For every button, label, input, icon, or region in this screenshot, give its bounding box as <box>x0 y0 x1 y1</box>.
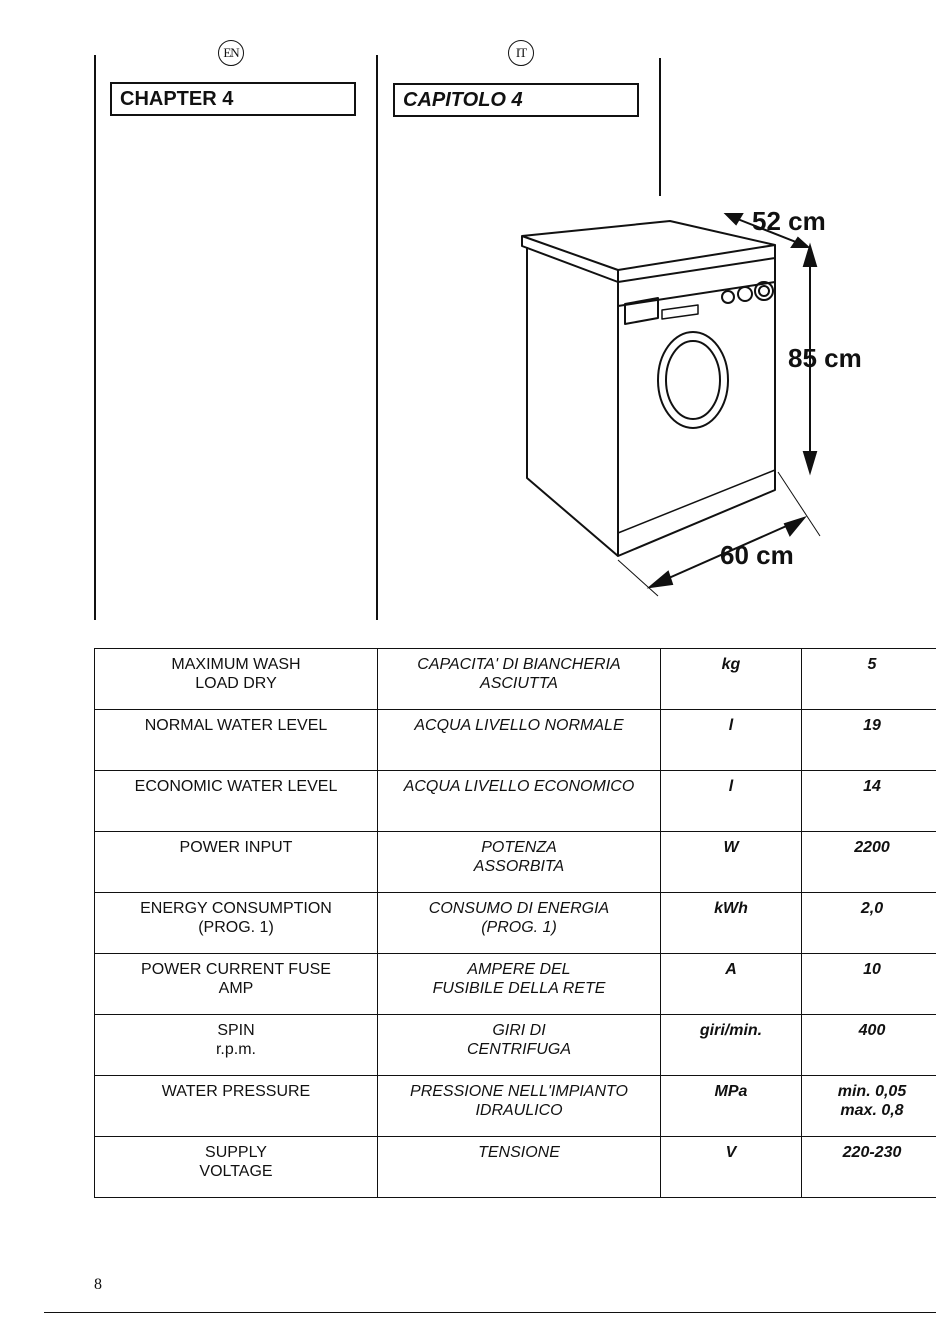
table-row <box>95 893 936 954</box>
spec-value: 10 <box>802 954 936 1015</box>
right-column-rule <box>659 58 661 196</box>
height-dimension-label: 85 cm <box>788 343 862 373</box>
spec-unit: l <box>661 710 802 771</box>
table-row <box>95 954 936 1015</box>
width-dimension-label: 60 cm <box>720 540 794 570</box>
spec-label-it: AMPERE DEL FUSIBILE DELLA RETE <box>378 954 661 1015</box>
spec-label-en: ECONOMIC WATER LEVEL <box>95 771 378 832</box>
spec-label-it: TENSIONE <box>378 1137 661 1198</box>
spec-label-en: POWER CURRENT FUSE AMP <box>95 954 378 1015</box>
spec-label-it: GIRI DI CENTRIFUGA <box>378 1015 661 1076</box>
table-row <box>95 710 936 771</box>
spec-unit: giri/min. <box>661 1015 802 1076</box>
spec-value: min. 0,05 max. 0,8 <box>802 1076 936 1137</box>
spec-label-en: MAXIMUM WASH LOAD DRY <box>95 649 378 710</box>
table-row <box>95 832 936 893</box>
spec-unit: MPa <box>661 1076 802 1137</box>
left-column-rule <box>94 55 96 620</box>
spec-value: 400 <box>802 1015 936 1076</box>
spec-unit: A <box>661 954 802 1015</box>
spec-label-en: WATER PRESSURE <box>95 1076 378 1137</box>
specifications-table <box>94 648 936 1198</box>
spec-unit: l <box>661 771 802 832</box>
spec-value: 19 <box>802 710 936 771</box>
spec-label-it: ACQUA LIVELLO NORMALE <box>378 710 661 771</box>
table-row <box>95 649 936 710</box>
table-row <box>95 1137 936 1198</box>
it-language-badge: IT <box>508 40 534 66</box>
spec-label-en: POWER INPUT <box>95 832 378 893</box>
spec-value: 2,0 <box>802 893 936 954</box>
spec-unit: V <box>661 1137 802 1198</box>
spec-value: 14 <box>802 771 936 832</box>
spec-value: 2200 <box>802 832 936 893</box>
spec-value: 5 <box>802 649 936 710</box>
page-number: 8 <box>94 1276 102 1293</box>
chapter-title-en: CHAPTER 4 <box>110 82 356 116</box>
spec-unit: kWh <box>661 893 802 954</box>
spec-label-en: SUPPLY VOLTAGE <box>95 1137 378 1198</box>
spec-label-en: ENERGY CONSUMPTION (PROG. 1) <box>95 893 378 954</box>
spec-label-it: ACQUA LIVELLO ECONOMICO <box>378 771 661 832</box>
page-bottom-rule <box>44 1312 936 1313</box>
middle-column-rule <box>376 55 378 620</box>
spec-unit: W <box>661 832 802 893</box>
spec-label-it: PRESSIONE NELL'IMPIANTO IDRAULICO <box>378 1076 661 1137</box>
spec-unit: kg <box>661 649 802 710</box>
table-row <box>95 1015 936 1076</box>
washing-machine-diagram <box>500 200 880 600</box>
table-row <box>95 771 936 832</box>
en-language-badge: EN <box>218 40 244 66</box>
chapter-title-it: CAPITOLO 4 <box>393 83 639 117</box>
depth-dimension-label: 52 cm <box>752 206 826 236</box>
table-row <box>95 1076 936 1137</box>
spec-value: 220-230 <box>802 1137 936 1198</box>
spec-label-en: SPIN r.p.m. <box>95 1015 378 1076</box>
spec-label-en: NORMAL WATER LEVEL <box>95 710 378 771</box>
spec-label-it: POTENZA ASSORBITA <box>378 832 661 893</box>
spec-label-it: CONSUMO DI ENERGIA (PROG. 1) <box>378 893 661 954</box>
spec-label-it: CAPACITA' DI BIANCHERIA ASCIUTTA <box>378 649 661 710</box>
